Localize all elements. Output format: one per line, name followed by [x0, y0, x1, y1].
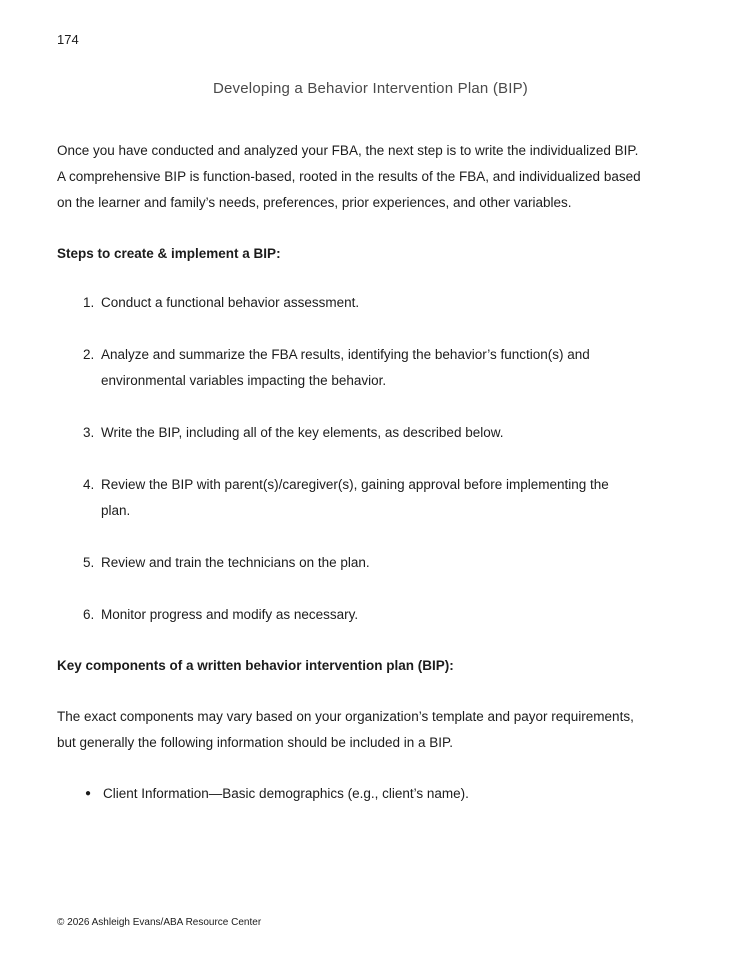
list-item	[83, 472, 631, 524]
list-item	[83, 342, 631, 394]
list-item-number: 3.	[83, 425, 95, 440]
list-item-text: Review and train the technicians on the plan.	[101, 555, 370, 570]
page-content	[57, 138, 657, 807]
intro-paragraph: Once you have conducted and analyzed your FBA, the next step is to write the individualized BIP. A comprehensive BIP is function-based, rooted in the results of the FBA, and individualized based on the learner and family’s needs, preferences, prior experiences, and other variables.	[57, 143, 641, 210]
list-item	[83, 420, 631, 446]
list-item-text: Write the BIP, including all of the key elements, as described below.	[101, 425, 504, 440]
list-item-text: Monitor progress and modify as necessary.	[101, 607, 359, 622]
list-item-text: Conduct a functional behavior assessment.	[101, 295, 360, 310]
steps-list	[57, 290, 657, 628]
list-item	[83, 550, 631, 576]
list-item-text: Client Information—Basic demographics (e.g., client’s name).	[103, 786, 469, 801]
list-item	[83, 290, 631, 316]
list-item-text: Analyze and summarize the FBA results, identifying the behavior’s function(s) and environmental variables impacting the behavior.	[101, 347, 590, 388]
components-heading: Key components of a written behavior intervention plan (BIP):	[57, 658, 454, 673]
bullet-icon: ●	[85, 788, 92, 799]
components-bullet-list	[57, 781, 657, 807]
list-item-number: 4.	[83, 477, 95, 492]
list-item-text: Review the BIP with parent(s)/caregiver(s), gaining approval before implementing the plan.	[101, 477, 609, 518]
list-item-number: 2.	[83, 347, 95, 362]
list-item	[83, 602, 631, 628]
list-item-number: 6.	[83, 607, 95, 622]
list-item	[85, 781, 625, 807]
list-item-number: 5.	[83, 555, 95, 570]
page-number: 174	[57, 32, 79, 47]
page-title: Developing a Behavior Intervention Plan (BIP)	[212, 80, 528, 97]
list-item-number: 1.	[83, 295, 95, 310]
steps-heading: Steps to create & implement a BIP:	[57, 246, 281, 261]
components-intro-paragraph: The exact components may vary based on your organization’s template and payor requirements, but generally the following information should be included in a BIP.	[57, 709, 634, 750]
copyright-footer: © 2026 Ashleigh Evans/ABA Resource Center	[57, 917, 262, 928]
